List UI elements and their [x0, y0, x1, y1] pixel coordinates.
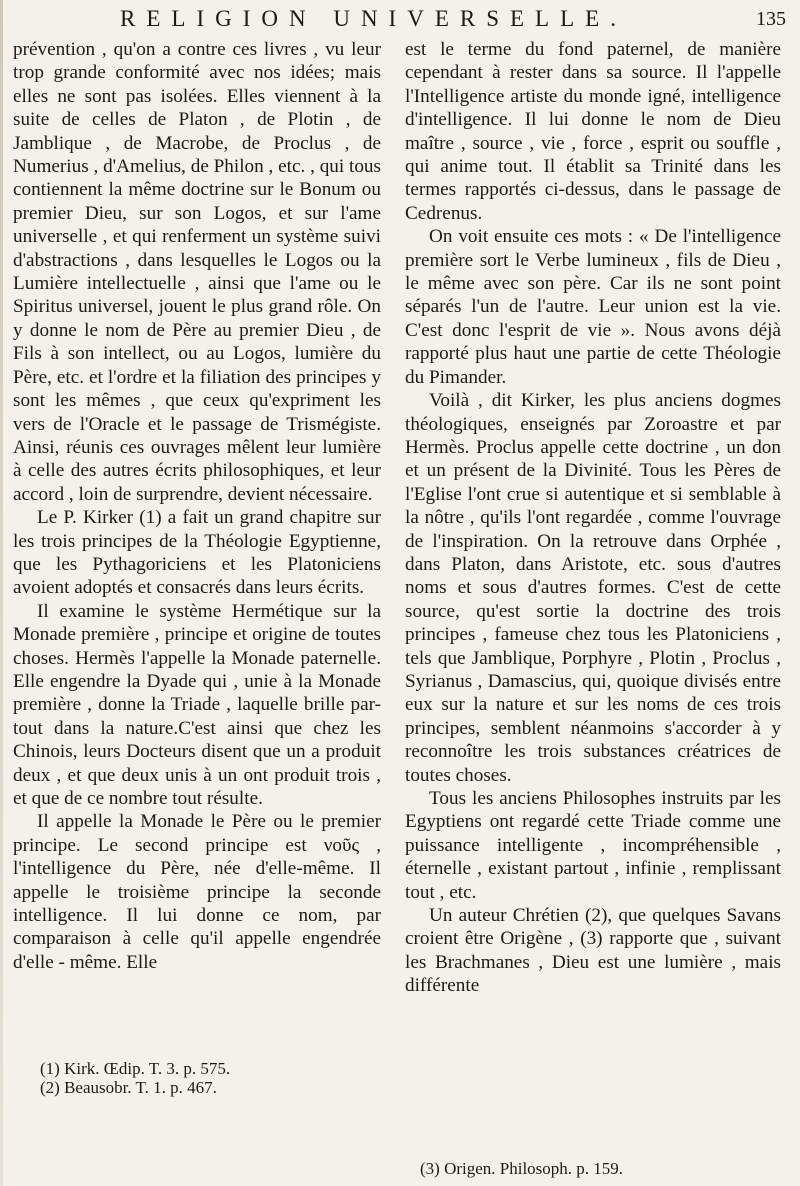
running-title: RELIGION UNIVERSELLE.: [120, 6, 627, 31]
paragraph: Voilà , dit Kirker, les plus anciens dogmes théologiques, enseignés par Zoroastre et par Hermès. Proclus appelle cette doctrine , un don et un présent de la Divinité. Tous les Pères de l'Eglise l'ont crue si autentique et si semblable à la nôtre , qu'ils l'ont regardée , comme l'ouvrage de l'inspiration. On la retrouve dans Orphée , dans Platon, dans Aristote, etc. sous d'autres noms et sous d'autres formes. C'est de cette source, qu'est sortie la doctrine des trois principes , fameuse chez tous les Platoniciens , tels que Jamblique, Porphyre , Plotin , Proclus , Syrianus , Damascius, qui, quoique divisés entre eux sur la nature et sur les noms de ces trois principes, semblent néanmoins s'accorder à y reconnoître les trois substances créatrices de toutes choses.: [405, 390, 781, 786]
right-column: [405, 38, 781, 998]
paragraph: Il appelle la Monade le Père ou le premier principe. Le second principe est νοῦς , l'intelligence du Père, née d'elle-même. Il appelle le troisième principe la seconde intelligence. Il lui donne ce nom, par comparaison à celle qu'il appelle engendrée d'elle - même. Elle: [13, 811, 381, 973]
footnotes-left: [40, 1059, 380, 1097]
footnote: (1) Kirk. Œdip. T. 3. p. 575.: [40, 1059, 231, 1078]
paragraph: On voit ensuite ces mots : « De l'intelligence première sort le Verbe lumineux , fils de Dieu , le même avec son père. Car ils ne sont point séparés l'un de l'autre. Leur union est la vie. C'est donc l'esprit de vie ». Nous avons déjà rapporté plus haut une partie de cette Théologie du Pimander.: [405, 226, 781, 388]
paragraph: Tous les anciens Philosophes instruits par les Egyptiens ont regardé cette Triade comme une puissance intelligente , incompréhensible , éternelle , existant partout , infinie , remplissant tout , etc.: [405, 788, 781, 903]
paragraph: Un auteur Chrétien (2), que quelques Savans croient être Origène , (3) rapporte que , suivant les Brachmanes , Dieu est une lumière , mais différente: [405, 905, 781, 997]
paragraph: Le P. Kirker (1) a fait un grand chapitre sur les trois principes de la Théologie Egyptienne, que les Pythagoriciens et les Platoniciens avoient adoptés et consacrés dans leurs écrits.: [13, 507, 381, 599]
footnotes-right: [420, 1159, 760, 1178]
page-edge: [0, 0, 3, 1186]
left-column: [13, 38, 381, 974]
paragraph: prévention , qu'on a contre ces livres , vu leur trop grande conformité avec nos idées; mais elles ne sont pas isolées. Elles viennent à la suite de celles de Platon , de Plotin , de Jamblique , de Macrobe, de Proclus , de Numerius , d'Amelius, de Philon , etc. , qui tous contiennent la même doctrine sur le Bonum ou premier Dieu, sur son Logos, et sur l'ame universelle , et qui renferment un système suivi d'abstractions , dans lesquelles le Logos ou la Lumière intellectuelle , ainsi que l'ame ou le Spiritus universel, jouent le plus grand rôle. On y donne le nom de Père au premier Dieu , de Fils à son intellect, ou au Logos, lumière du Père, etc. et l'ordre et la filiation des principes y sont les mêmes , que ceux qu'expriment les vers de l'Oracle et le passage de Trismégiste. Ainsi, réunis ces ouvrages mêlent leur lumière à celle des autres écrits philosophiques, et leur accord , loin de surprendre, devient nécessaire.: [13, 39, 381, 505]
footnote: (2) Beausobr. T. 1. p. 467.: [40, 1078, 217, 1097]
running-head: [0, 6, 800, 42]
page-number: 135: [756, 8, 786, 30]
footnote: (3) Origen. Philosoph. p. 159.: [420, 1159, 624, 1178]
paragraph: Il examine le système Hermétique sur la Monade première , principe et origine de toutes choses. Hermès l'appelle la Monade paternelle. Elle engendre la Dyade qui , unie à la Monade première , donne la Triade , laquelle brille par-tout dans la nature.C'est ainsi que chez les Chinois, leurs Docteurs disent que un a produit deux , et que deux unis à un ont produit trois , et que de ce nombre tout résulte.: [13, 600, 381, 809]
paragraph: est le terme du fond paternel, de manière cependant à rester dans sa source. Il l'appelle l'Intelligence artiste du monde igné, intelligence d'intelligence. Il lui donne le nom de Dieu maître , source , vie , force , esprit ou souffle , qui anime tout. Il établit sa Trinité dans les termes rapportés ci-dessus, dans le passage de Cedrenus.: [405, 39, 781, 224]
